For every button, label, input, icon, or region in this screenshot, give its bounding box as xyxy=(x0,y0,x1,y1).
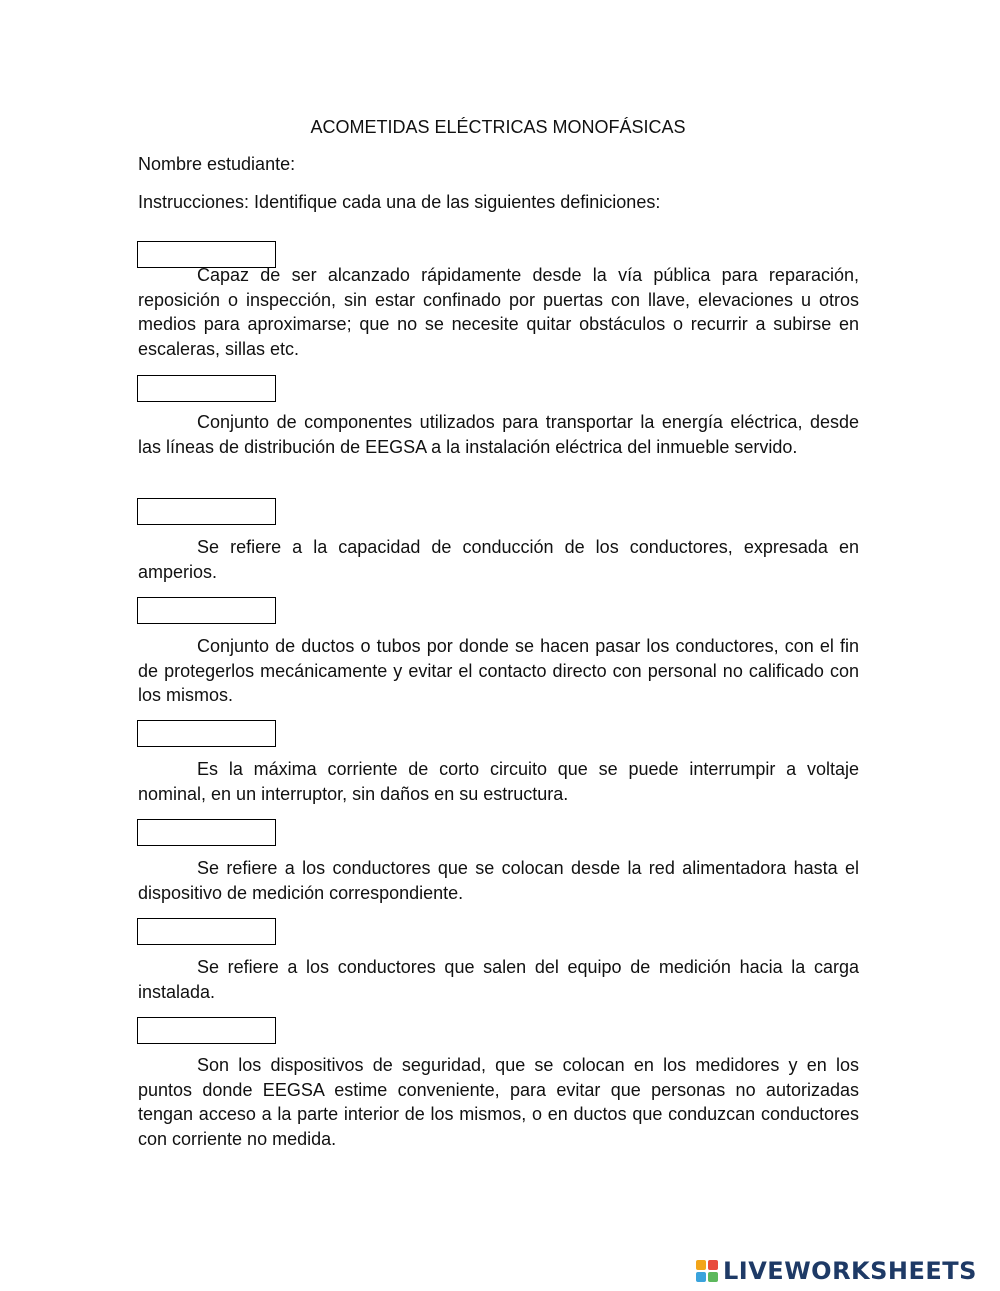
answer-input-5[interactable] xyxy=(137,720,276,747)
definition-text-2: Conjunto de componentes utilizados para transportar la energía eléctrica, desde las líneas de distribución de EEGSA a la instalación eléctrica del inmueble servido. xyxy=(138,412,859,457)
answer-input-3[interactable] xyxy=(137,498,276,525)
definition-text-7: Se refiere a los conductores que salen del equipo de medición hacia la carga instalada. xyxy=(138,957,859,1002)
liveworksheets-logo-icon xyxy=(696,1260,718,1282)
definition-text-1: Capaz de ser alcanzado rápidamente desde la vía pública para reparación, reposición o inspección, sin estar confinado por puertas con llave, elevaciones u otros medios para aproximarse; que no se necesite quitar obstáculos o recurrir a subirse en escaleras, sillas etc. xyxy=(138,265,859,359)
instructions-text: Instrucciones: Identifique cada una de las siguientes definiciones: xyxy=(138,192,661,212)
page-title: ACOMETIDAS ELÉCTRICAS MONOFÁSICAS xyxy=(310,117,686,137)
definition-text-5: Es la máxima corriente de corto circuito que se puede interrumpir a voltaje nominal, en un interruptor, sin daños en su estructura. xyxy=(138,759,859,804)
definition-text-6: Se refiere a los conductores que se colocan desde la red alimentadora hasta el dispositivo de medición correspondiente. xyxy=(138,858,859,903)
answer-input-2[interactable] xyxy=(137,375,276,402)
answer-input-8[interactable] xyxy=(137,1017,276,1044)
answer-input-7[interactable] xyxy=(137,918,276,945)
logo-square xyxy=(708,1260,718,1270)
definition-text-4: Conjunto de ductos o tubos por donde se hacen pasar los conductores, con el fin de protegerlos mecánicamente y evitar el contacto directo con personal no calificado con los mismos. xyxy=(138,636,859,705)
liveworksheets-brand xyxy=(696,1256,977,1286)
logo-square xyxy=(696,1260,706,1270)
logo-square xyxy=(696,1272,706,1282)
answer-input-6[interactable] xyxy=(137,819,276,846)
definition-text-3: Se refiere a la capacidad de conducción de los conductores, expresada en amperios. xyxy=(138,537,859,582)
answer-input-4[interactable] xyxy=(137,597,276,624)
logo-square xyxy=(708,1272,718,1282)
student-name-label: Nombre estudiante: xyxy=(138,154,296,174)
brand-text: LIVEWORKSHEETS xyxy=(723,1257,977,1285)
definition-text-8: Son los dispositivos de seguridad, que se colocan en los medidores y en los puntos donde EEGSA estime conveniente, para evitar que personas no autorizadas tengan acceso a la parte interior de los mismos, o en ductos que conduzcan conductores con corriente no medida. xyxy=(138,1055,859,1149)
